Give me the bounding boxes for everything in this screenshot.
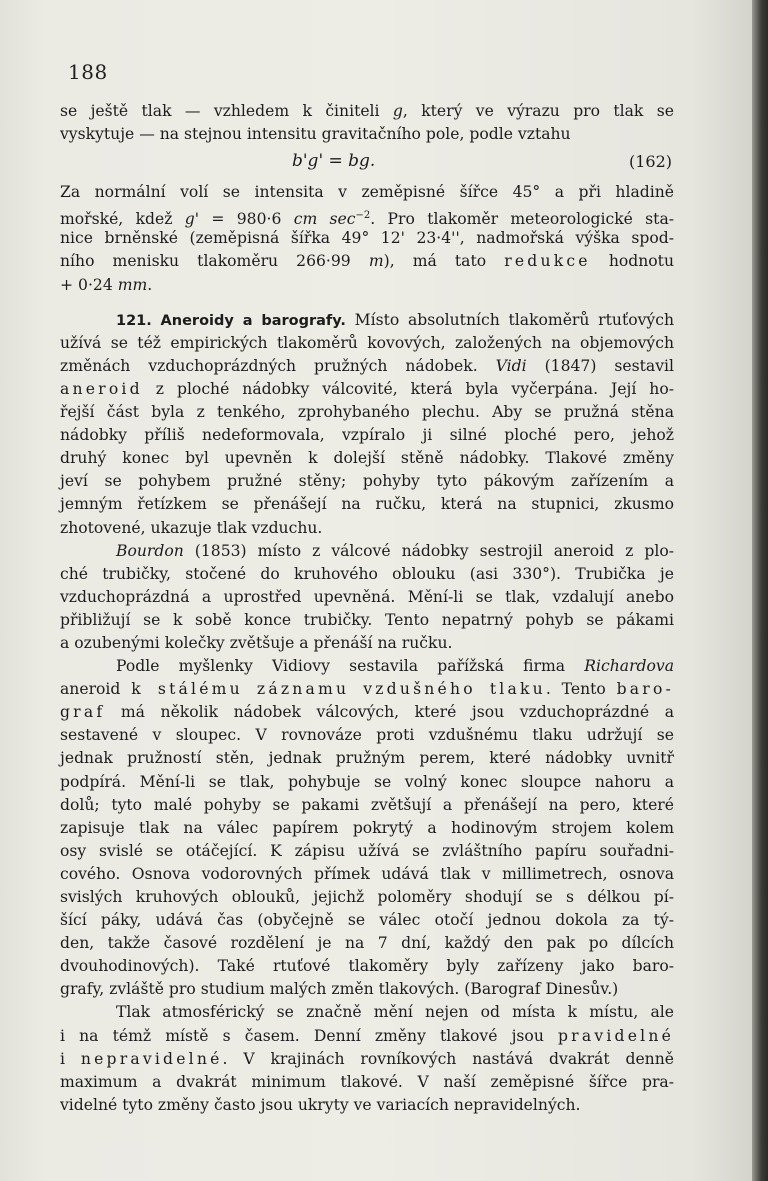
text-line: se ještě tlak — vzhledem k činiteli g, který ve výrazu pro tlak se [60,102,674,120]
text-line: jemným řetízkem se přenášejí na ručku, která na stupnici, zkusmo [60,495,674,514]
text-line: + 0·24 mm. [60,275,153,294]
text-line: den, takže časové rozdělení je na 7 dní, každý den pak po dílcích [60,934,674,953]
text-line: podpírá. Mění-li se tlak, pohybuje se volný konec sloupce nahoru a [60,772,674,791]
text-line: cového. Osnova vodorovných přímek udává tlak v millimetrech, osnova [60,864,674,883]
text-line: videlné tyto změny často jsou ukryty ve variacích nepravidelných. [60,1095,581,1114]
text-line: sestavené v sloupec. V rovnováze proti vzdušnému tlaku udržují se [60,726,674,745]
section-heading-line: 121. Aneroidy a barografy. Místo absolutních tlakoměrů rtuťových [116,310,674,329]
text-line: jeví se pohybem pružné stěny; pohyby tyto pákovým zařízením a [60,472,674,491]
equation-number: (162) [628,152,672,172]
page-number: 188 [68,60,108,84]
body-text [60,100,674,1117]
equation: b'g' = bg. [292,151,376,172]
text-line: zapisuje tlak na válec papírem pokrytý a hodinovým strojem kolem [60,818,674,837]
text-line: mořské, kdež g' = 980·6 cm $\sec^{-2}$. Pro tlakoměr meteorologické sta- [60,210,675,229]
text-line: Bourdon (1853) místo z válcové nádobky sestrojil aneroid z plo- [116,541,674,560]
text-line: grafy, zvláště pro studium malých změn tlakových. (Barograf Dinesův.) [60,980,619,999]
text-line: aneroid z ploché nádobky válcovité, která byla vyčerpána. Její ho- [60,379,674,398]
section-title: Aneroidy a barografy. [160,312,346,329]
text-line: graf má několik nádobek válcových, které jsou vzduchoprázdné a [60,703,674,722]
text-line: maximum a dvakrát minimum tlakové. V naší zeměpisné šířce pra- [60,1072,674,1091]
text-line: druhý konec byl upevněn k dolejší stěně nádobky. Tlakové změny [60,449,674,468]
text-line: dvouhodinových). Také rtuťové tlakoměry byly zařízeny jako baro- [60,957,674,976]
text-line: změnách vzduchoprázdných pružných nádobek. Vidi (1847) sestavil [60,356,674,375]
text-line: užívá se též empirických tlakoměrů kovových, založených na objemových [60,333,674,352]
text-line: jednak pružností stěn, jednak pružným perem, které nádobky uvnitř [60,749,674,768]
text-line: přibližují se k sobě konce trubičky. Tento nepatrný pohyb se pákami [60,610,674,629]
text-line: Tlak atmosférický se značně mění nejen od místa k místu, ale [116,1003,674,1022]
text-line: Podle myšlenky Vidiovy sestavila pařížská firma Richardova [116,657,674,676]
text-line: i na témž místě s časem. Denní změny tlakové jsou pravidelné [60,1026,674,1045]
text-line: řejší část byla z tenkého, zprohybaného plechu. Aby se pružná stěna [60,403,674,422]
equation-line [60,146,674,181]
book-spine-shadow [752,0,768,1181]
text-line: vyskytuje — na stejnou intensitu gravitačního pole, podle vztahu [60,125,571,144]
text-line: svislých kruhových oblouků, jejichž poloměry shodují se s délkou pí- [60,888,674,906]
text-line: a ozubenými kolečky zvětšuje a přenáší na ručku. [60,633,453,652]
text-line: osy svislé se otáčející. K zápisu užívá se zvláštního papíru souřadni- [60,841,674,860]
text-line: vzduchoprázdná a uprostřed upevněná. Mění-li se tlak, vzdalují anebo [60,587,674,606]
text-line: nádobky příliš nedeformovala, vzpíralo ji silné ploché pero, jehož [60,426,674,445]
text-line: aneroid k stálému záznamu vzdušného tlaku. Tento baro- [60,680,675,699]
text-line: zhotovené, ukazuje tlak vzduchu. [60,518,323,537]
section-number: 121. [116,312,152,329]
text-line: dolů; tyto malé pohyby se pakami zvětšují a přenášejí na pero, které [60,795,674,814]
text-line: šící páky, udává čas (obyčejně se válec otočí jednou dokola za tý- [60,911,674,930]
text-line: ního menisku tlakoměru 266·99 m), má tato redukce hodnotu [60,252,674,271]
text-line: nice brněnské (zeměpisná šířka 49° 12' 23·4'', nadmořská výška spod- [60,229,674,248]
text-line: ché trubičky, stočené do kruhového oblouku (asi 330°). Trubička je [60,564,674,583]
text-line: i nepravidelné. V krajinách rovníkových nastává dvakrát denně [60,1049,674,1068]
text-line: Za normální volí se intensita v zeměpisné šířce 45° a při hladině [60,183,674,202]
